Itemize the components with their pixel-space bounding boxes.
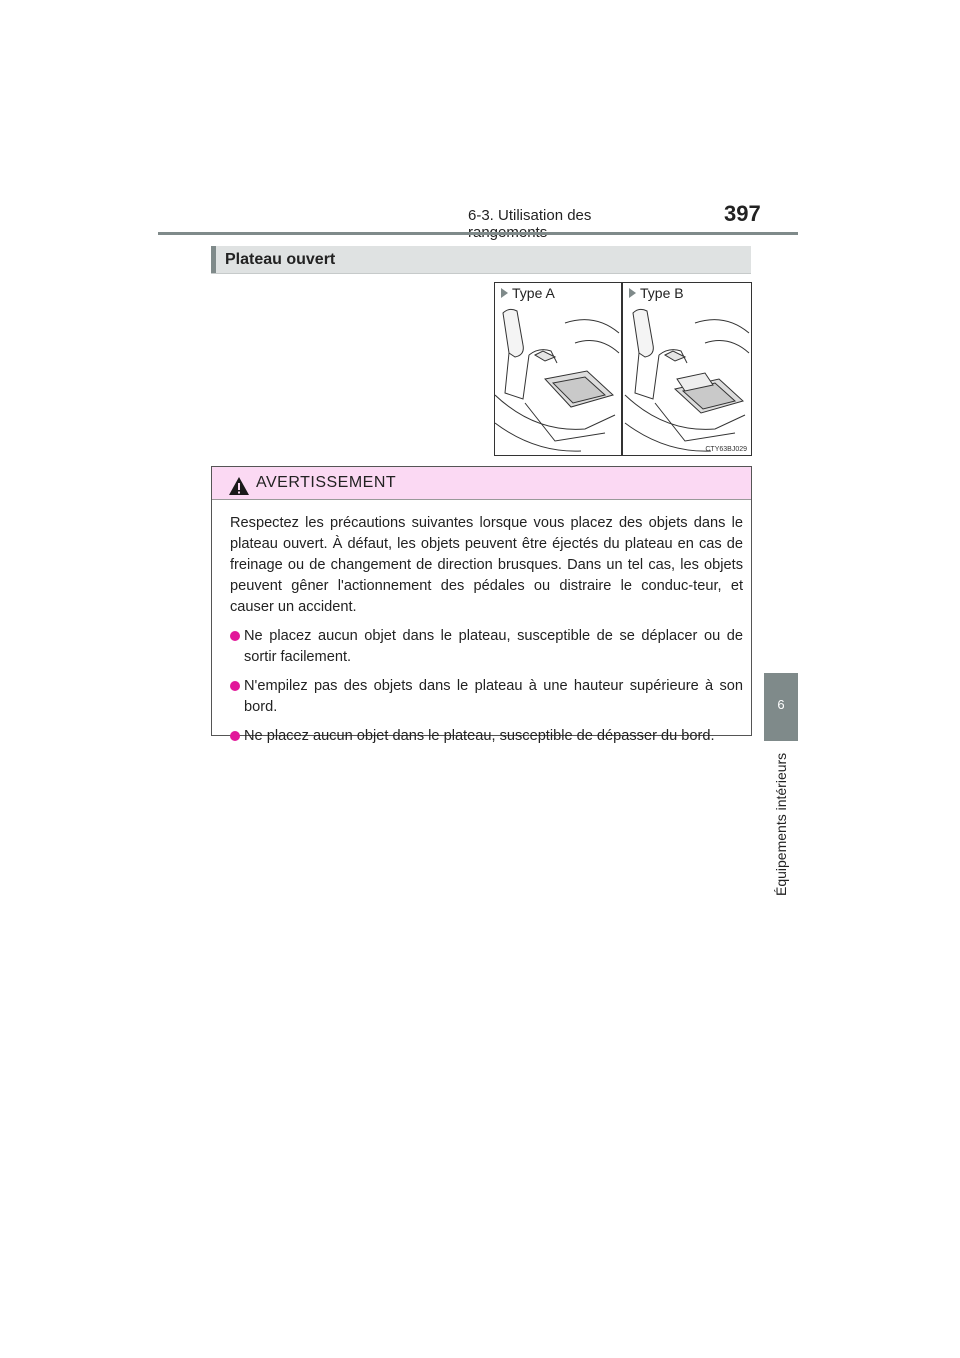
type-b-text: Type B [640,285,684,301]
chapter-number: 6 [777,697,785,712]
console-drawing [495,283,751,455]
arrow-right-icon [629,288,636,298]
type-a-text: Type A [512,285,555,301]
chapter-tab [764,673,798,739]
section-header: 6-3. Utilisation des [468,207,592,224]
console-illustration [494,282,752,456]
bullet-icon [230,631,240,641]
chapter-tab-rule [764,739,798,741]
list-item [230,626,743,668]
warning-header [212,467,751,500]
arrow-right-icon [501,288,508,298]
list-item-text: Ne placez aucun objet dans le plateau, susceptible de dépasser du bord. [244,728,715,744]
type-a-label [501,285,555,301]
warning-triangle-icon [228,476,250,496]
list-item-text: N'empilez pas des objets dans le plateau à une hauteur supérieure à son bord. [244,678,743,715]
page-number: 397 [724,201,761,226]
list-item-text: Ne placez aucun objet dans le plateau, susceptible de se déplacer ou de sortir facilement. [244,628,743,665]
list-item [230,726,743,747]
list-item [230,676,743,718]
type-b-label [629,285,684,301]
warning-title: AVERTISSEMENT [256,474,397,491]
header-rule [158,232,798,235]
section-marker [211,246,216,273]
bullet-icon [230,681,240,691]
bullet-icon [230,731,240,741]
warning-intro: Respectez les précautions suivantes lorsque vous placez des objets dans le plateau ouvert. À défaut, les objets peuvent être éjectés du plateau en cas de freinage ou de changement de direction brusques. Dans un tel cas, les objets peuvent gêner l'actionnement des pédales ou distraire le conduc-teur, et causer un accident. [230,515,743,615]
section-title: Plateau ouvert [225,251,336,268]
section-title-bar [211,246,751,274]
warning-box [211,466,752,744]
warning-list [230,626,743,747]
warning-body [212,500,751,747]
figure-code: CTY63BJ029 [705,446,747,453]
chapter-title: Équipements intérieurs [773,752,789,896]
figure-divider [621,283,623,455]
